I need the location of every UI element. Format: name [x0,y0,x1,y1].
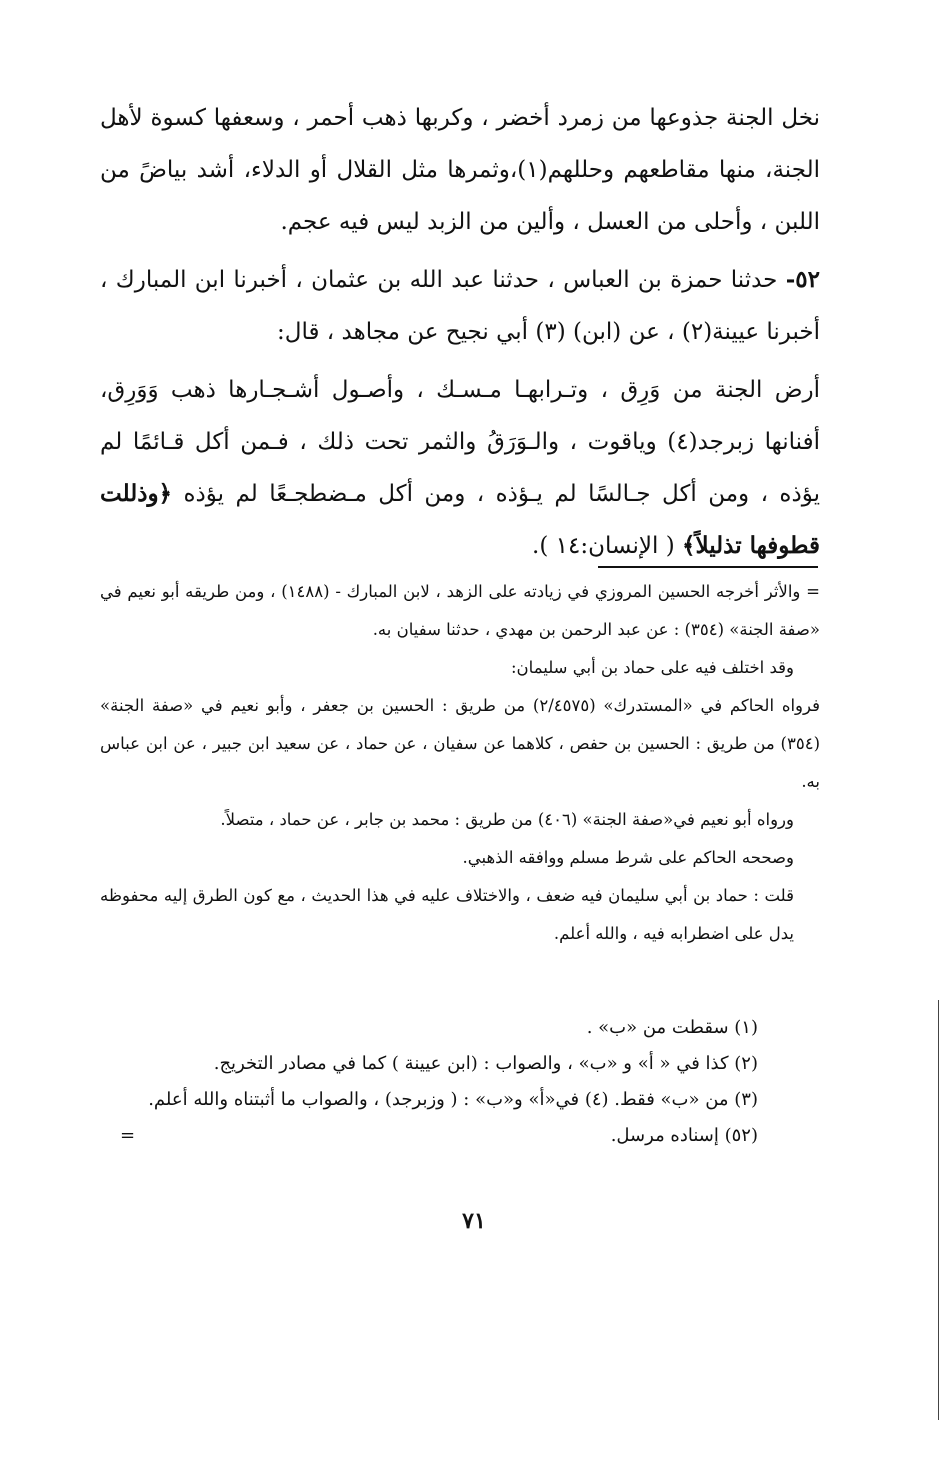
numbered-notes [100,1010,820,1154]
paragraph-hadith-52 [100,254,820,358]
note-item: (٢) كذا في « أ» و «ب» ، والصواب : (ابن عيينة ) كما في مصادر التخريج. [213,1053,758,1074]
footnote-line: قلت : حماد بن أبي سليمان فيه ضعف ، والاختلاف عليه في هذا الحديث ، مع كون الطرق إليه محفوظه يدل على اضطرابه فيه ، والله أعلم. [100,886,794,943]
paragraph-land-of-paradise [100,364,820,572]
paragraph-text: نخل الجنة جذوعها من زمرد أخضر ، وكربها ذهب أحمر ، وسعفها كسوة لأهل الجنة، منها مقاطعهم وحللهم(١)،وثمرها مثل القلال أو الدلاء، أشد بياضً من اللبن ، وأحلى من العسل ، وألين من الزبد ليس فيه عجم. [100,105,820,235]
paragraph-palm-trees [100,92,820,248]
footnote-divider [598,566,818,568]
note-item: (١) سقطت من «ب» . [586,1017,758,1038]
note-item-last [100,1118,820,1154]
scan-edge-line [938,1000,939,1420]
footnote-line: = والأثر أخرجه الحسين المروزي في زيادته على الزهد ، لابن المبارك - (١٤٨٨) ، ومن طريقه أبو نعيم في «صفة الجنة» (٣٥٤) : عن عبد الرحمن بن مهدي ، حدثنا سفيان به. [100,582,820,639]
main-text [100,92,820,572]
note-item: (٣) من «ب» فقط. (٤) في«أ» و«ب» : ( وزبرجد) ، والصواب ما أثبتناه والله أعلم. [148,1089,758,1110]
note-item: (٥٢) إسناده مرسل. [610,1125,758,1146]
footnote-line: فرواه الحاكم في «المستدرك» (٢/٤٥٧٥) من طريق : الحسين بن جعفر ، وأبو نعيم في «صفة الجنة» (٣٥٤) من طريق : الحسين بن حفص ، كلاهما عن سفيان ، عن حماد ، عن سعيد ابن جبير ، عن ابن عباس به. [100,696,821,791]
paragraph-text: حدثنا حمزة بن العباس ، حدثنا عبد الله بن عثمان ، أخبرنا ابن المبارك ، أخبرنا عيينة(٢) ، عن (ابن) (٣) أبي نجيح عن مجاهد ، قال: [100,267,820,345]
footnote-line: وقد اختلف فيه على حماد بن أبي سليمان: [510,658,794,677]
verse-reference: ( الإنسان:١٤ ). [532,533,675,559]
paragraph-text: أرض الجنة من وَرِق ، وتـرابهـا مـسـك ، وأصـول أشـجـارها ذهب وَوَرِق، أفنانها زبرجد(٤) وياقوت ، والـوَرَقُ والثمر تحت ذلك ، فـمن أكل قـائمًا لم يؤذه ، ومن أكل جـالسًا لم يـؤذه ، ومن أكل مـضطجـعًا لم يؤذه [100,377,821,507]
footnote-line: ورواه أبو نعيم في«صفة الجنة» (٤٠٦) من طريق : محمد بن جابر ، عن حماد ، متصلاً. [220,810,794,829]
footnotes-section [100,573,820,953]
quran-verse: ﴿وذللت قطوفها تذليلاً﴾ [100,480,820,559]
hadith-number: ٥٢- [785,266,821,293]
page-number: ٧١ [462,1208,486,1234]
continuation-mark: = [120,1125,136,1146]
footnote-line: وصححه الحاكم على شرط مسلم ووافقه الذهبي. [462,848,794,867]
